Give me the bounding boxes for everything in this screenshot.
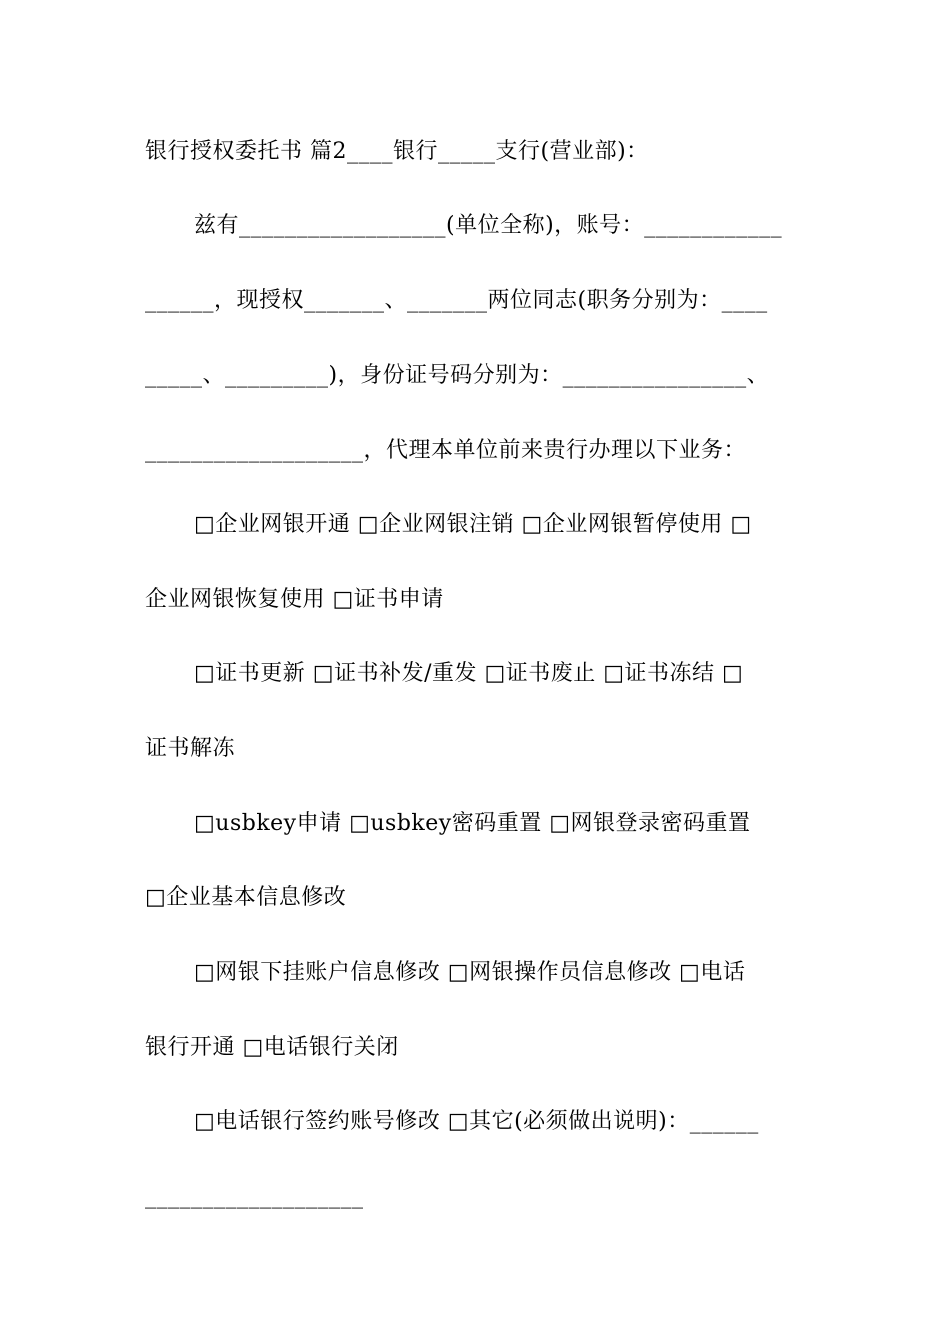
certificate-options-line-1: □证书更新 □证书补发/重发 □证书废止 □证书冻结 □	[194, 661, 744, 686]
other-options-line-2: ___________________	[145, 1184, 364, 1209]
ebank-options-line-2: 企业网银恢复使用 □证书申请	[145, 587, 444, 612]
unit-account-line: 兹有__________________(单位全称)，账号：____________	[194, 213, 783, 238]
id-numbers-line: _____、_________)，身份证号码分别为：________________、	[145, 363, 770, 388]
account-options-line-2: 银行开通 □电话银行关闭	[145, 1035, 399, 1060]
authorized-persons-line: ______，现授权_______、_______两位同志(职务分别为：____	[145, 288, 768, 313]
ebank-options-line-1: □企业网银开通 □企业网银注销 □企业网银暂停使用 □	[194, 512, 752, 537]
usbkey-options-line-2: □企业基本信息修改	[145, 885, 347, 910]
other-options-line-1: □电话银行签约账号修改 □其它(必须做出说明)：______	[194, 1109, 759, 1134]
account-options-line-1: □网银下挂账户信息修改 □网银操作员信息修改 □电话	[194, 960, 746, 985]
usbkey-options-line-1: □usbkey申请 □usbkey密码重置 □网银登录密码重置	[194, 811, 751, 836]
certificate-options-line-2: 证书解冻	[145, 736, 236, 761]
business-intro-line: ___________________，代理本单位前来贵行办理以下业务：	[145, 438, 747, 463]
title-line: 银行授权委托书 篇2____银行_____支行(营业部)：	[145, 139, 649, 164]
